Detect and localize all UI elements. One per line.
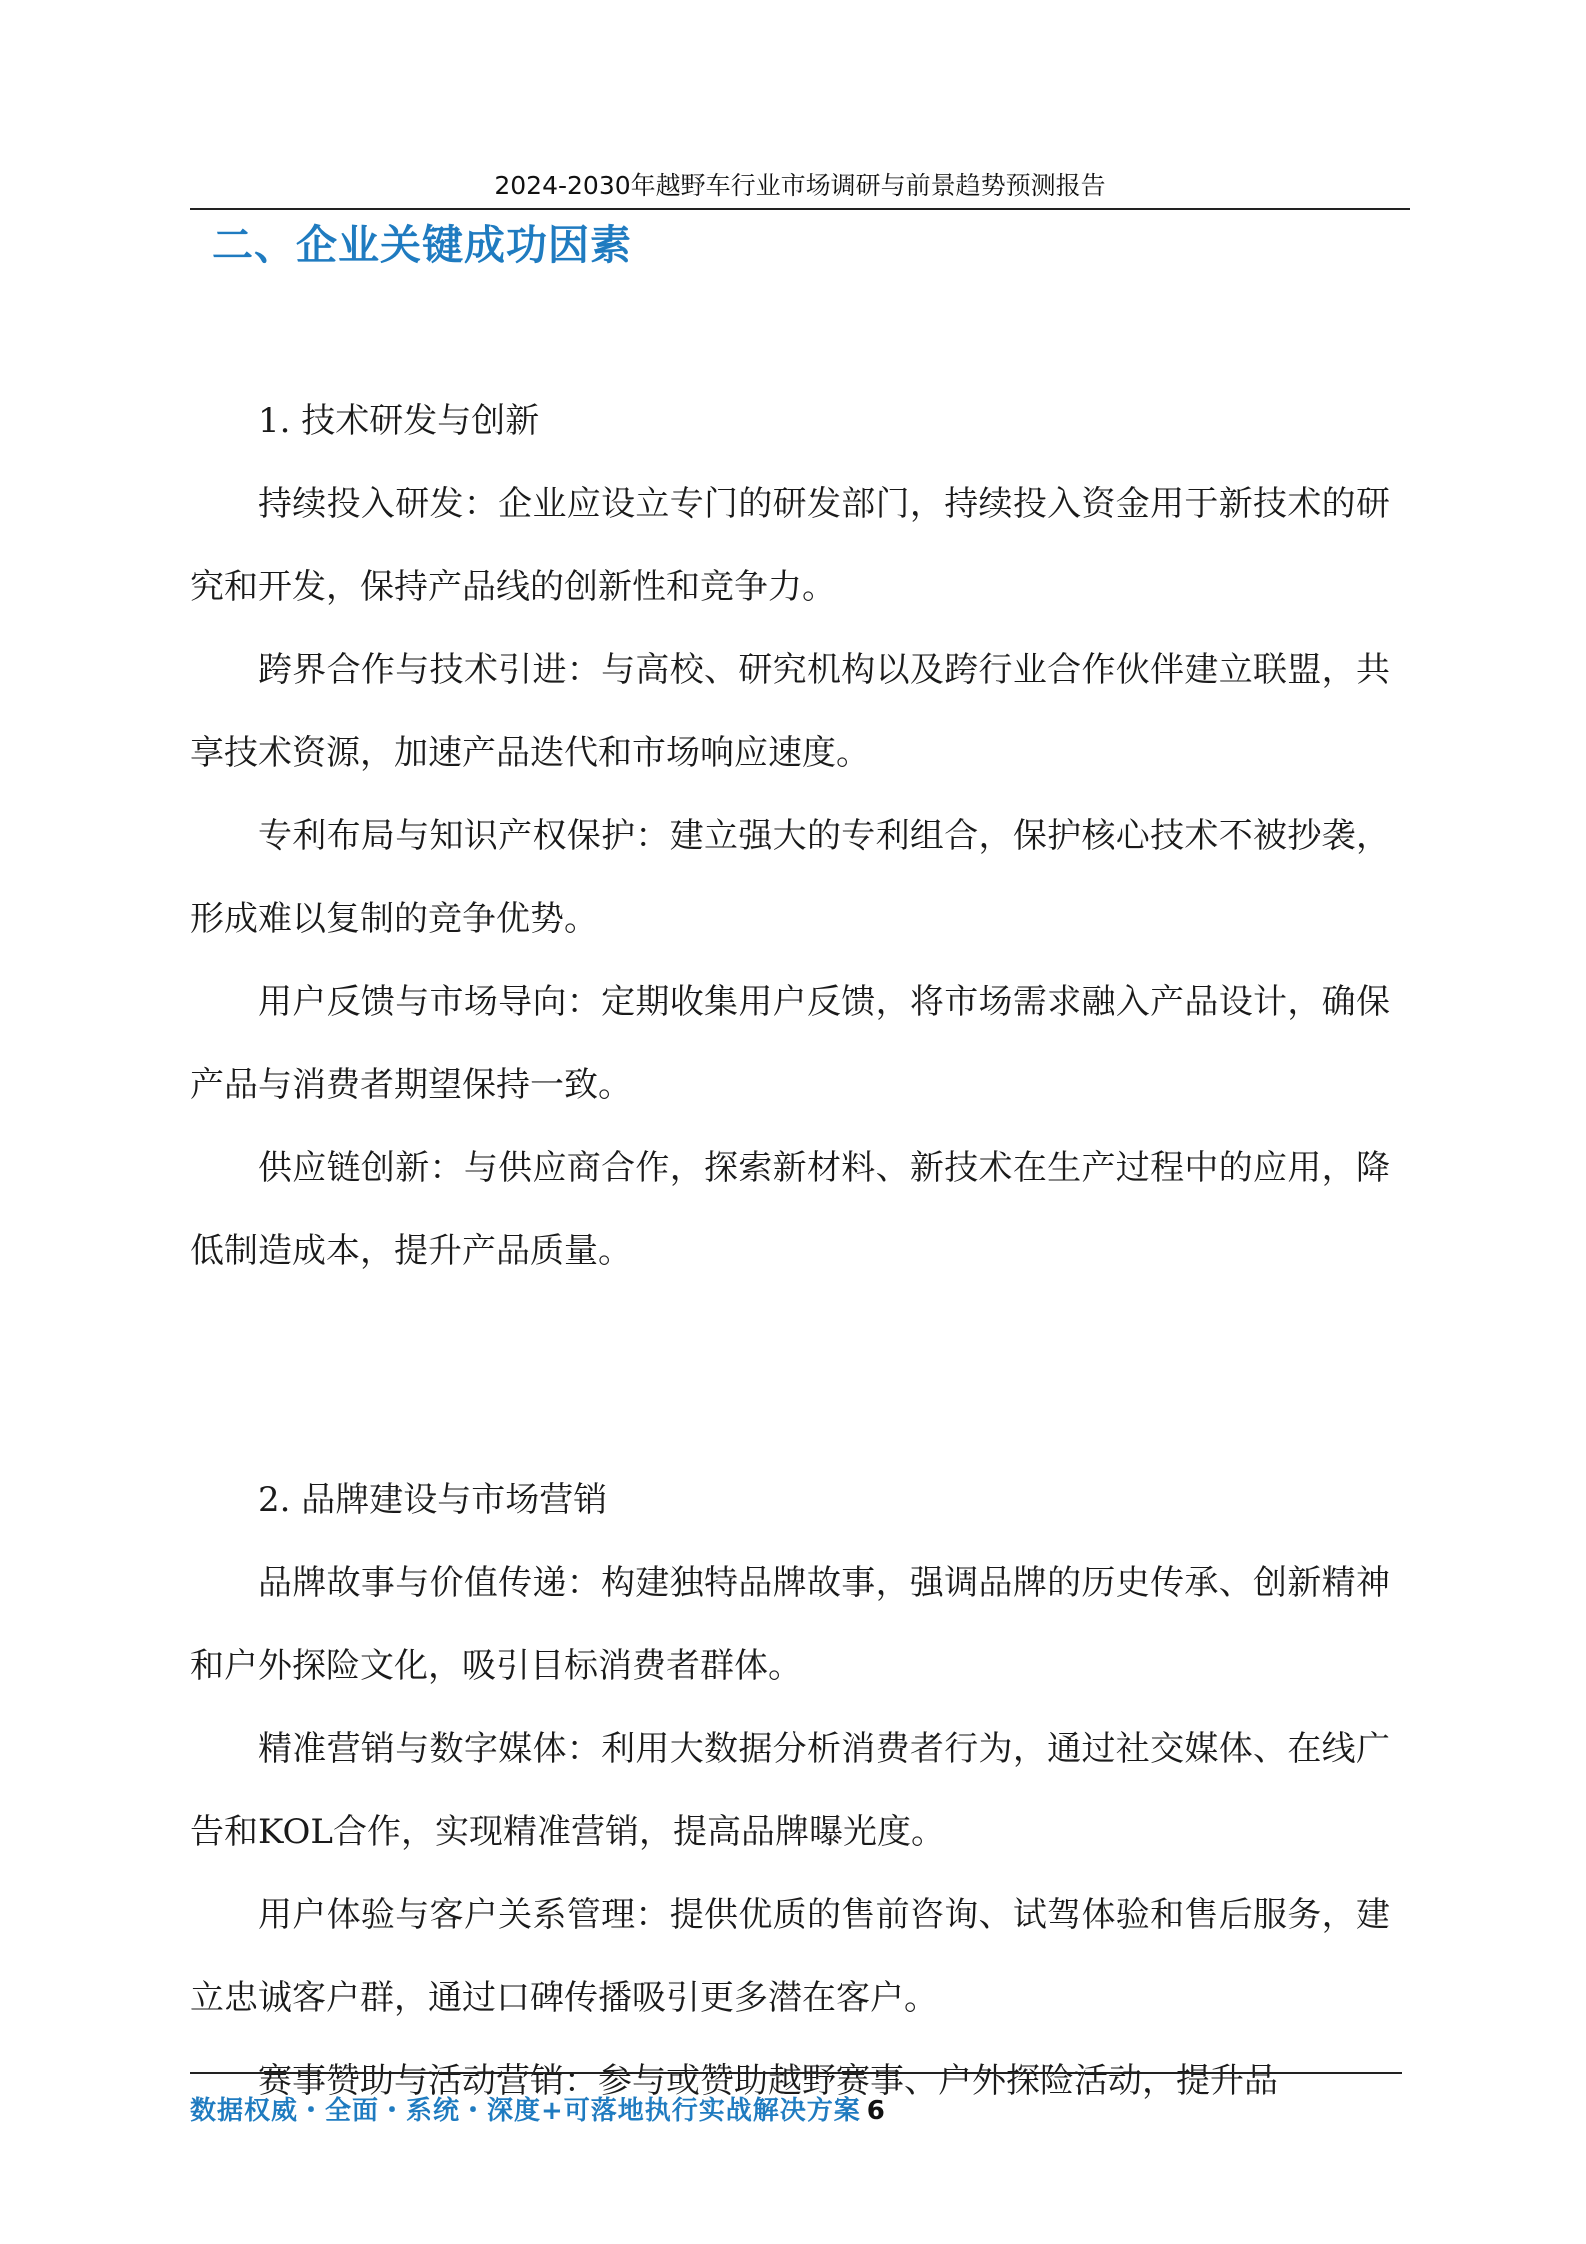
header-divider <box>190 208 1410 210</box>
subsection-title-1: 1. 技术研发与创新 <box>258 401 540 441</box>
paragraph-2-4: 赛事赞助与活动营销：参与或赞助越野赛事、户外探险活动，提升品 <box>258 2061 1278 2101</box>
footer-divider <box>190 2072 1402 2074</box>
subsection-title-2: 2. 品牌建设与市场营销 <box>258 1480 608 1520</box>
paragraph-1-4: 用户反馈与市场导向：定期收集用户反馈，将市场需求融入产品设计，确保产品与消费者期望保持一致。 <box>190 982 1390 1105</box>
paragraph-1-1: 持续投入研发：企业应设立专门的研发部门，持续投入资金用于新技术的研究和开发，保持产品线的创新性和竞争力。 <box>190 484 1390 607</box>
body-text <box>190 380 1390 2123</box>
paragraph-1-3: 专利布局与知识产权保护：建立强大的专利组合，保护核心技术不被抄袭，形成难以复制的竞争优势。 <box>190 816 1390 939</box>
footer-slogan <box>190 2090 886 2127</box>
paragraph-2-1: 品牌故事与价值传递：构建独特品牌故事，强调品牌的历史传承、创新精神和户外探险文化，吸引目标消费者群体。 <box>190 1563 1390 1686</box>
page-number: 6 <box>866 2096 886 2126</box>
paragraph-2-3: 用户体验与客户关系管理：提供优质的售前咨询、试驾体验和售后服务，建立忠诚客户群，通过口碑传播吸引更多潜在客户。 <box>190 1895 1390 2018</box>
section-spacer <box>190 1293 1390 1459</box>
footer-slogan-text: 数据权威・全面・系统・深度+可落地执行实战解决方案 <box>190 2096 861 2126</box>
section-heading: 二、企业关键成功因素 <box>212 221 632 269</box>
paragraph-1-2: 跨界合作与技术引进：与高校、研究机构以及跨行业合作伙伴建立联盟，共享技术资源，加速产品迭代和市场响应速度。 <box>190 650 1390 773</box>
paragraph-2-2: 精准营销与数字媒体：利用大数据分析消费者行为，通过社交媒体、在线广告和KOL合作，实现精准营销，提高品牌曝光度。 <box>190 1729 1390 1852</box>
paragraph-1-5: 供应链创新：与供应商合作，探索新材料、新技术在生产过程中的应用，降低制造成本，提升产品质量。 <box>190 1148 1390 1271</box>
running-header-title: 2024-2030年越野车行业市场调研与前景趋势预测报告 <box>494 171 1106 200</box>
